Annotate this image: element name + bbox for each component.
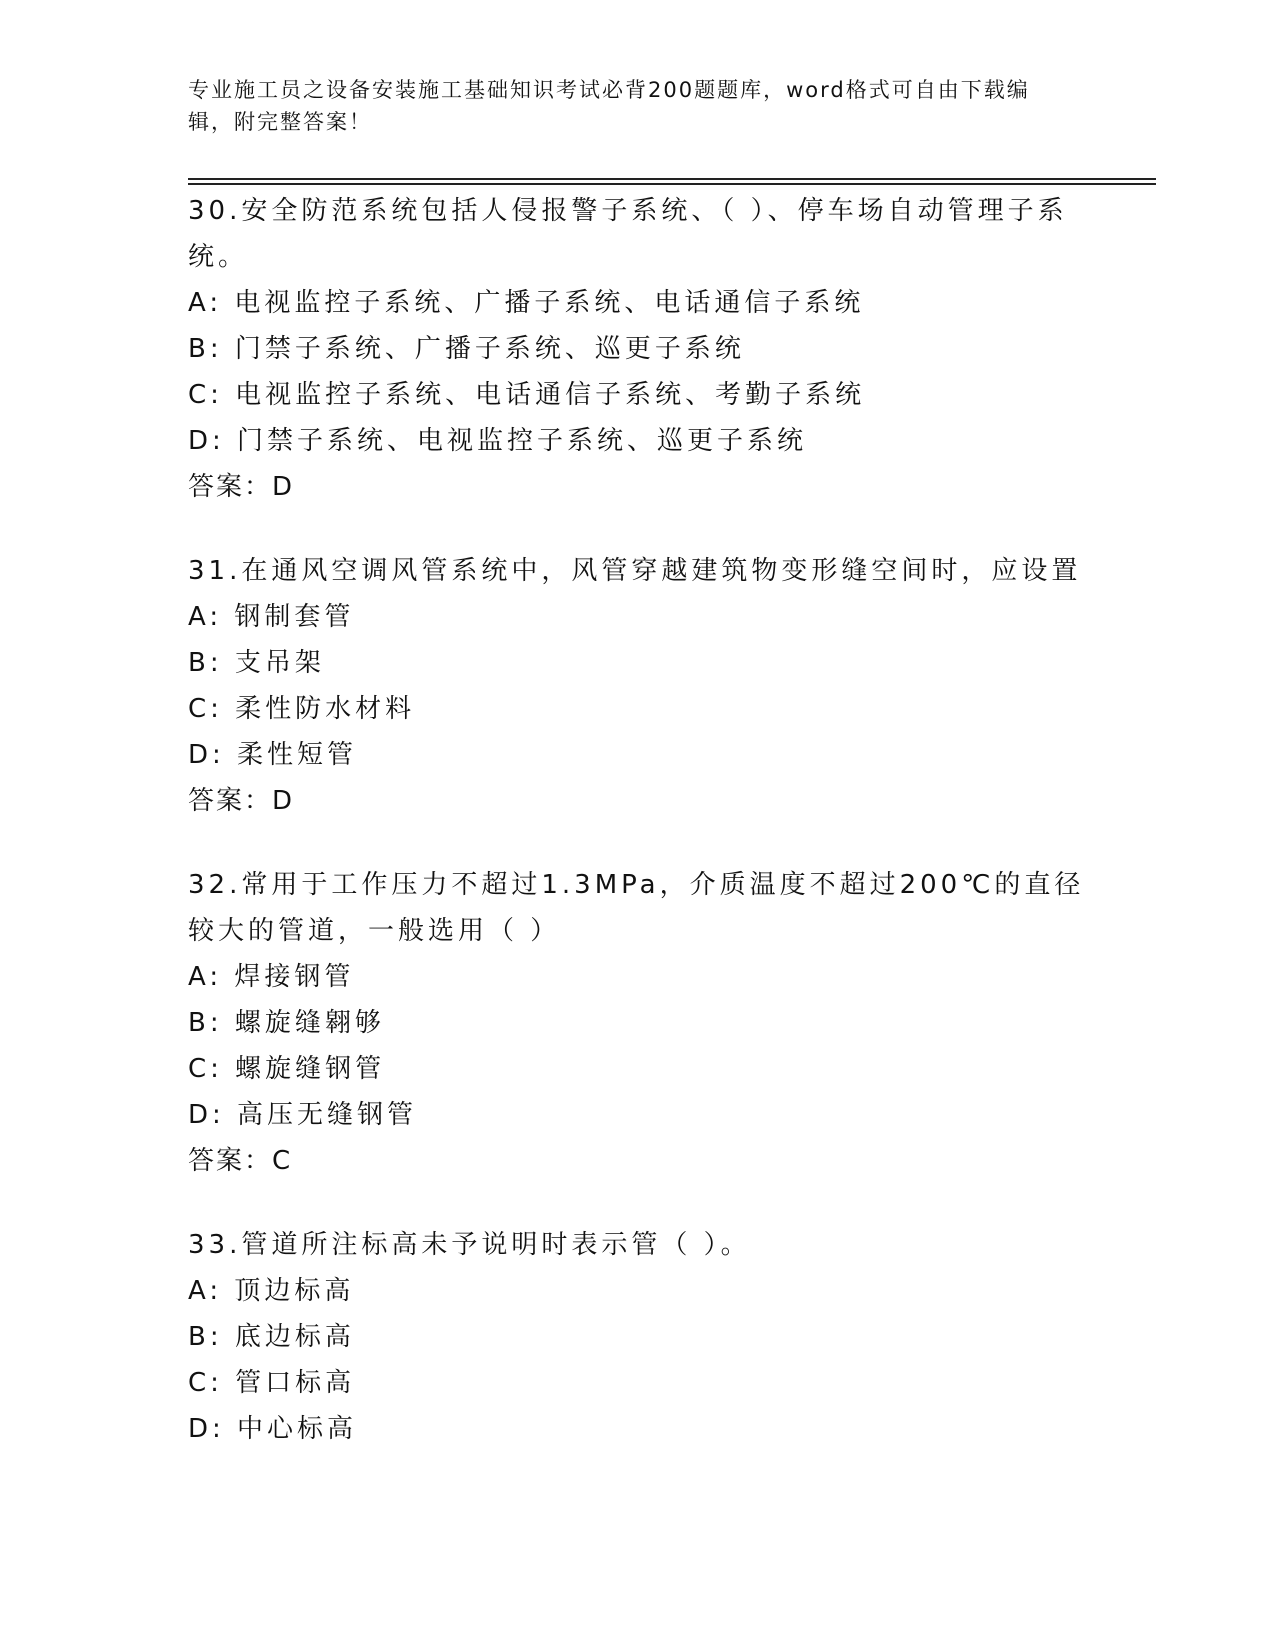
option-c: C: 螺旋缝钢管 bbox=[188, 1054, 386, 1084]
option-a: A: 焊接钢管 bbox=[188, 962, 355, 992]
header-divider-bottom bbox=[188, 183, 1156, 185]
document-header: 专业施工员之设备安装施工基础知识考试必背200题题库，word格式可自由下载编辑，附完整答案！ bbox=[188, 78, 1030, 134]
header-divider-top bbox=[188, 178, 1156, 180]
option-b: B: 底边标高 bbox=[188, 1322, 355, 1352]
question-stem: 32.常用于工作压力不超过1.3MPa，介质温度不超过200℃的直径较大的管道，一般选用（ ） bbox=[188, 870, 1085, 946]
answer-line: 答案：D bbox=[188, 786, 295, 816]
option-b: B: 门禁子系统、广播子系统、巡更子系统 bbox=[188, 334, 745, 364]
option-c: C: 柔性防水材料 bbox=[188, 694, 416, 724]
question-32 bbox=[188, 862, 1088, 1184]
option-a: A: 顶边标高 bbox=[188, 1276, 355, 1306]
answer-line: 答案：C bbox=[188, 1146, 293, 1176]
question-33 bbox=[188, 1222, 1088, 1452]
option-d: D: 门禁子系统、电视监控子系统、巡更子系统 bbox=[188, 426, 808, 456]
question-list bbox=[188, 188, 1088, 1490]
option-c: C: 管口标高 bbox=[188, 1368, 356, 1398]
answer-line: 答案：D bbox=[188, 472, 295, 502]
question-stem: 30.安全防范系统包括人侵报警子系统、（ ）、停车场自动管理子系统。 bbox=[188, 196, 1068, 272]
option-a: A: 电视监控子系统、广播子系统、电话通信子系统 bbox=[188, 288, 865, 318]
option-b: B: 螺旋缝翱够 bbox=[188, 1008, 385, 1038]
option-a: A: 钢制套管 bbox=[188, 602, 355, 632]
option-d: D: 高压无缝钢管 bbox=[188, 1100, 418, 1130]
option-d: D: 柔性短管 bbox=[188, 740, 358, 770]
question-stem: 31.在通风空调风管系统中，风管穿越建筑物变形缝空间时，应设置 bbox=[188, 556, 1082, 586]
question-30 bbox=[188, 188, 1088, 510]
option-b: B: 支吊架 bbox=[188, 648, 325, 678]
question-31 bbox=[188, 548, 1088, 824]
option-c: C: 电视监控子系统、电话通信子系统、考勤子系统 bbox=[188, 380, 866, 410]
option-d: D: 中心标高 bbox=[188, 1414, 358, 1444]
question-stem: 33.管道所注标高未予说明时表示管（ ）。 bbox=[188, 1230, 751, 1260]
